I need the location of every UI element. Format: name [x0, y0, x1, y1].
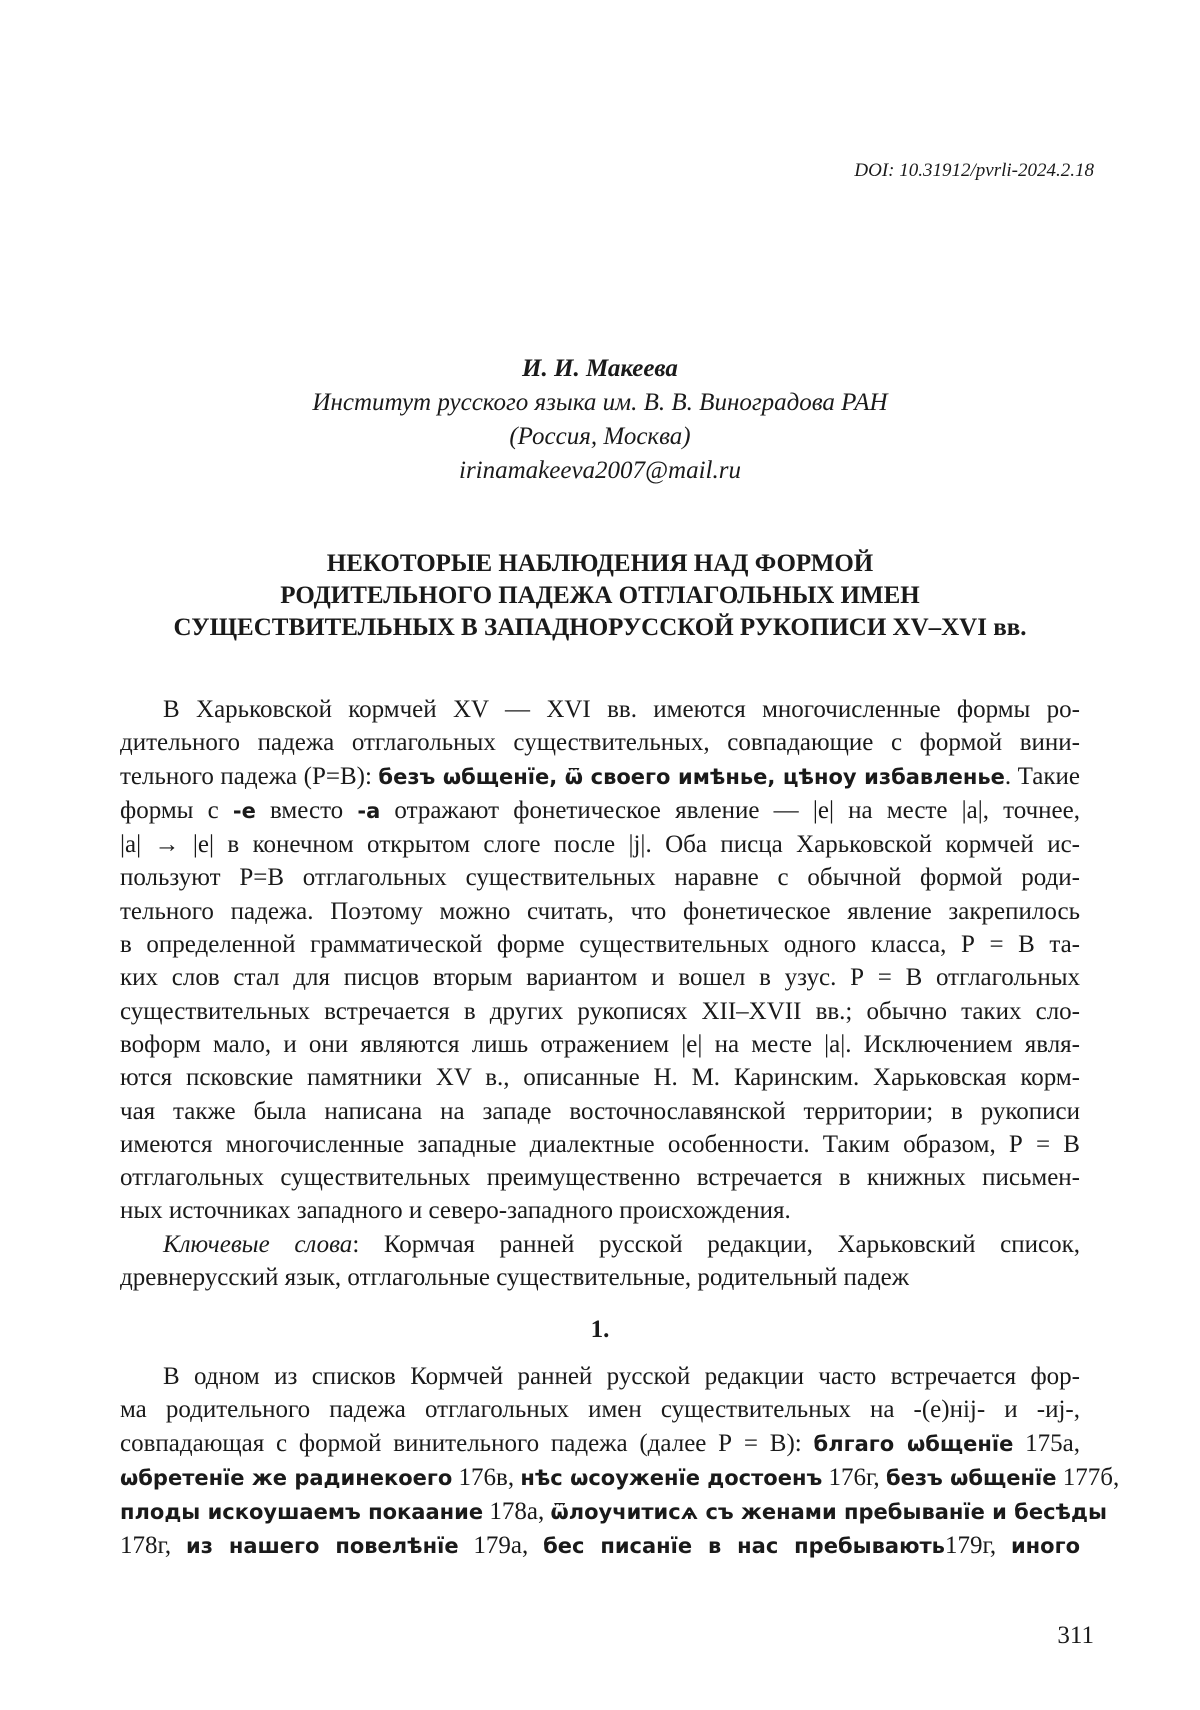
- old-russian-text: -е: [232, 798, 256, 823]
- old-russian-text: -а: [357, 798, 381, 823]
- abstract-line: формы с -е вместо -а отражают фонетическое явление — |е| на месте |а|, точнее,: [120, 796, 1081, 824]
- body-line: совпадающая с формой винительного падежа (далее Р = В): блгаго ѡбщенїе 175а,: [120, 1429, 1080, 1457]
- abstract-line: тельного падежа. Поэтому можно считать, что фонетическое явление закрепилось: [120, 897, 1080, 925]
- abstract-line: ются псковские памятники XV в., описанные Н. М. Каринским. Харьковская корм-: [120, 1064, 1080, 1092]
- body-line: ѡбретенїе же радинекоего 176в, нѣс ѡсоуженїе достоенъ 176г, безъ ѡбщенїе 177б,: [120, 1463, 1120, 1491]
- abstract-line: в определенной грамматической форме существительных одного класса, Р = В та-: [120, 931, 1080, 959]
- abstract-line: существительных встречается в других рукописях XII–XVII вв.; обычно таких сло-: [120, 997, 1080, 1025]
- old-russian-text: ѿлоучитисѧ съ женами пребыванїе и бесѣды: [550, 1500, 1107, 1525]
- abstract: [120, 693, 1080, 1294]
- page-number: 311: [1057, 1622, 1094, 1649]
- author-affiliation: Институт русского языка им. В. В. Виноградова РАН: [312, 389, 888, 416]
- title-line: НЕКОТОРЫЕ НАБЛЮДЕНИЯ НАД ФОРМОЙ: [326, 550, 874, 577]
- keywords-line: Ключевые слова: Кормчая ранней русской редакции, Харьковский список,: [163, 1230, 1081, 1258]
- author-location: (Россия, Москва): [509, 423, 691, 450]
- abstract-line: тельного падежа (Р=В): безъ ѡбщенїе, ѿ своего имѣнье, цѣноу избавленье. Такие: [120, 762, 1080, 790]
- old-russian-text: безъ ѡбщенїе: [885, 1465, 1057, 1490]
- old-russian-text: блгаго ѡбщенїе: [813, 1431, 1014, 1456]
- old-russian-text: нѣс ѡсоуженїе достоенъ: [520, 1465, 823, 1490]
- old-russian-text: из нашего повелѣнїе: [186, 1534, 459, 1559]
- old-russian-text: бес писанїе в нас пребывають: [543, 1534, 945, 1559]
- old-russian-text: иного: [1010, 1534, 1081, 1559]
- abstract-line: воформ мало, и они являются лишь отражением |е| на месте |а|. Исключением явля-: [120, 1030, 1080, 1058]
- body-line: 178г, из нашего повелѣнїе 179а, бес писанїе в нас пребывають179г, иного: [120, 1532, 1081, 1560]
- abstract-line: чая также была написана на западе восточнославянской территории; в рукописи: [120, 1097, 1080, 1125]
- title-line: СУЩЕСТВИТЕЛЬНЫХ В ЗАПАДНОРУССКОЙ РУКОПИСИ XV–XVI вв.: [173, 614, 1027, 641]
- abstract-line: дительного падежа отглагольных существительных, совпадающие с формой вини-: [120, 729, 1080, 757]
- abstract-line: ных источниках западного и северо-западного происхождения.: [120, 1197, 791, 1225]
- abstract-line: ких слов стал для писцов вторым вариантом и вошел в узус. Р = В отглагольных: [120, 964, 1080, 992]
- section-number: 1.: [590, 1316, 610, 1343]
- abstract-line: В Харьковской кормчей XV — XVI вв. имеются многочисленные формы ро-: [163, 696, 1080, 723]
- body-line: В одном из списков Кормчей ранней русской редакции часто встречается фор-: [163, 1363, 1080, 1390]
- author-block: [0, 352, 1200, 488]
- body-line: плоды искоушаемъ покаание 178а, ѿлоучитисѧ съ женами пребыванїе и бесѣды: [120, 1498, 1107, 1526]
- abstract-line: имеются многочисленные западные диалектные особенности. Таким образом, Р = В: [120, 1130, 1080, 1158]
- abstract-line: пользуют Р=В отглагольных существительных наравне с обычной формой роди-: [120, 864, 1080, 892]
- keywords-line: древнерусский язык, отглагольные существительные, родительный падеж: [120, 1264, 910, 1292]
- old-russian-text: безъ ѡбщенїе, ѿ своего имѣнье, цѣноу избавленье: [378, 764, 1005, 789]
- doi: DOI: 10.31912/pvrli-2024.2.18: [854, 160, 1094, 181]
- old-russian-text: ѡбретенїе же радинекоего: [120, 1465, 453, 1490]
- title-line: РОДИТЕЛЬНОГО ПАДЕЖА ОТГЛАГОЛЬНЫХ ИМЕН: [280, 582, 920, 609]
- body-line: ма родительного падежа отглагольных имен существительных на -(е)нij- и -иj-,: [120, 1396, 1080, 1424]
- abstract-line: отглагольных существительных преимущественно встречается в книжных письмен-: [120, 1164, 1080, 1192]
- author-email[interactable]: irinamakeeva2007@mail.ru: [459, 457, 741, 484]
- keywords-label: Ключевые слова: [163, 1230, 353, 1258]
- article-title: [120, 548, 1080, 644]
- abstract-line: |а| → |е| в конечном открытом слоге после |j|. Оба писца Харьковской кормчей ис-: [120, 831, 1080, 859]
- section-1-text: [120, 1360, 1120, 1564]
- author-name: И. И. Макеева: [522, 355, 678, 382]
- old-russian-text: плоды искоушаемъ покаание: [120, 1500, 484, 1525]
